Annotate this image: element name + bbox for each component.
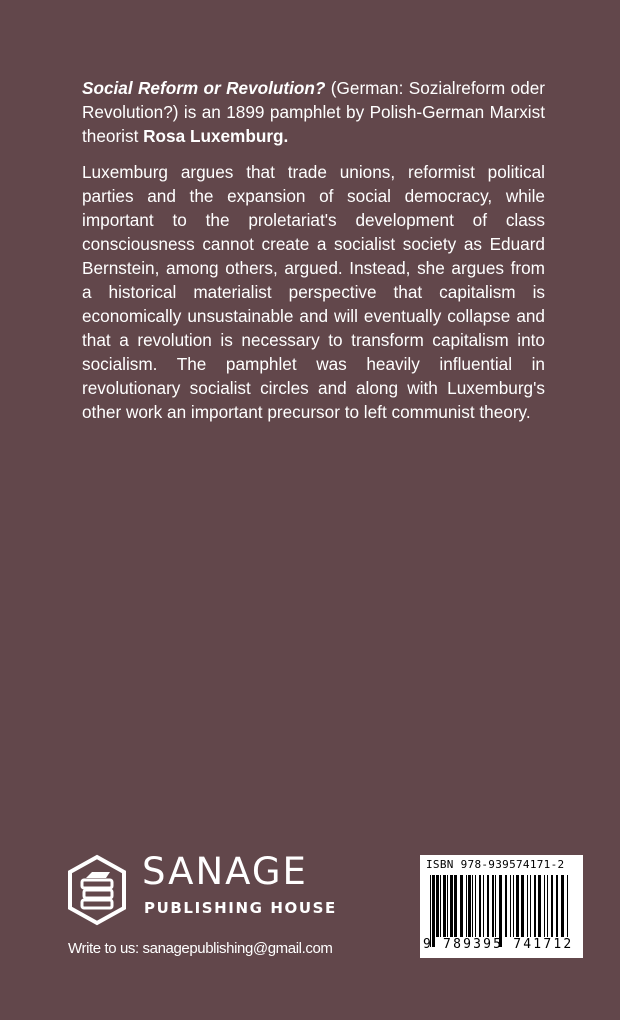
- contact-email: Write to us: sanagepublishing@gmail.com: [68, 940, 333, 957]
- intro-text: (German: Sozialreform oder Revolution?) is an 1899 pamphlet by Polish-German Marxist theorist: [82, 78, 546, 146]
- book-description: [82, 76, 545, 436]
- barcode-bar: [436, 875, 439, 937]
- barcode-bar: [513, 875, 514, 937]
- publisher-subtitle: PUBLISHING HOUSE: [144, 899, 337, 917]
- barcode-bar: [466, 875, 467, 937]
- barcode-bar: [450, 875, 453, 937]
- barcode-bar: [510, 875, 511, 937]
- barcode-bar: [487, 875, 489, 937]
- barcode-bar: [479, 875, 481, 937]
- barcode-bar: [447, 875, 448, 937]
- author-name: Rosa Luxemburg.: [143, 126, 289, 146]
- description-intro: [82, 76, 545, 148]
- barcode-bar: [567, 875, 568, 937]
- barcode-bar: [495, 875, 496, 937]
- barcode-bar: [475, 875, 476, 937]
- isbn-text: ISBN 978-939574171-2: [426, 858, 565, 871]
- barcode-bar: [521, 875, 524, 937]
- barcode-bar: [544, 875, 545, 937]
- isbn-barcode: [420, 855, 583, 958]
- barcode-bar: [443, 875, 446, 937]
- barcode-bar: [556, 875, 558, 937]
- barcode-bar: [547, 875, 548, 937]
- barcode-bar: [472, 875, 473, 937]
- barcode-bar: [492, 875, 494, 937]
- barcode-bar: [561, 875, 564, 937]
- publisher-name: SANAGE: [142, 850, 308, 893]
- barcode-digits: 9 789395 741712: [423, 937, 574, 952]
- barcode-bar: [516, 875, 519, 937]
- barcode-bar: [530, 875, 531, 937]
- books-hexagon-logo-icon: [66, 854, 128, 931]
- barcode-bar: [468, 875, 471, 937]
- book-title: Social Reform or Revolution?: [82, 78, 326, 98]
- barcode-bar: [538, 875, 541, 937]
- barcode-bar: [534, 875, 536, 937]
- barcode-bar: [483, 875, 484, 937]
- barcode-bar: [551, 875, 553, 937]
- barcode-bar: [505, 875, 507, 937]
- barcode-bar: [527, 875, 528, 937]
- barcode-bar: [440, 875, 441, 937]
- description-body: Luxemburg argues that trade unions, reformist political parties and the expansion of social democracy, while important to the proletariat's development of class consciousness cannot create a socialist society as Eduard Bernstein, among others, argued. Instead, she argues from a historical materialist perspective that capitalism is economically unsustainable and will eventually collapse and that a revolution is necessary to transform capitalism into socialism. The pamphlet was heavily influential in revolutionary socialist circles and along with Luxemburg's other work an important precursor to left communist theory.: [82, 162, 545, 422]
- barcode-bar: [460, 875, 463, 937]
- barcode-bar: [454, 875, 457, 937]
